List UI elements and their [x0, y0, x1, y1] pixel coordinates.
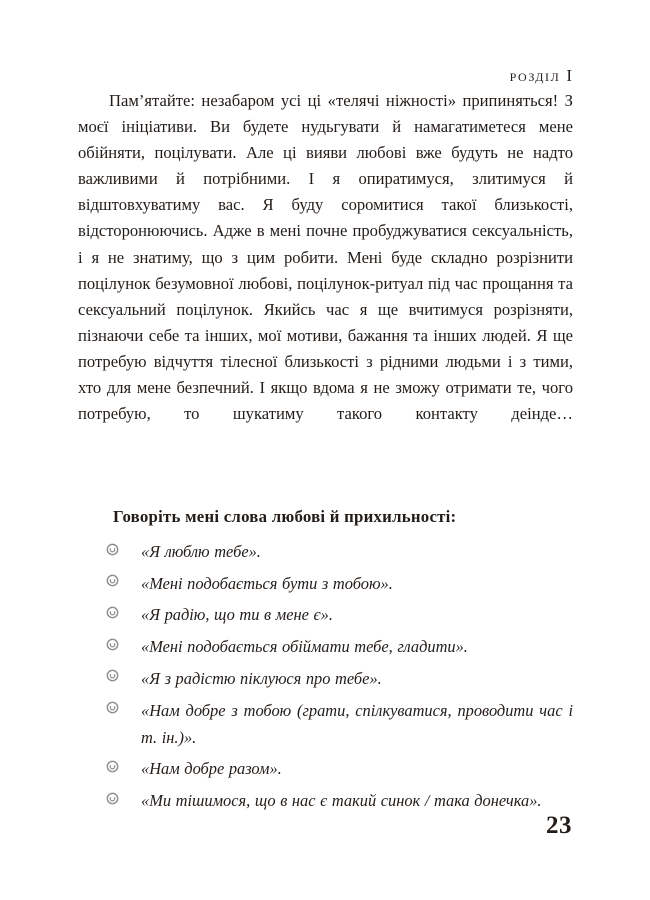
circled-smiley-bullet-icon [106, 669, 119, 682]
list-item [78, 755, 573, 782]
circled-smiley-bullet-icon [106, 792, 119, 805]
list-section [78, 505, 573, 819]
list-item-text: «Мені подобається обіймати тебе, гладити». [141, 637, 468, 657]
body-text-block [78, 88, 573, 427]
list-item-text: «Я з радістю піклуюся про тебе». [141, 668, 382, 688]
list-item-text: «Я люблю тебе». [141, 542, 261, 561]
list-item [78, 787, 573, 814]
running-header-chapter-number: I [566, 66, 572, 85]
body-paragraph: Пам’ятайте: незабаром усі ці «телячі ніжності» припиняться! З моєї ініціативи. Ви будете нудьгувати й намагатиметеся мене обійняти, поцілувати. Але ці вияви любові вже будуть не надто важливими й потрібними. І я опиратимуся, злитимуся й відштовхуватиму вас. Я буду соромитися такої близькості, відсторонюючись. Адже в мені почне пробуджуватися сексуальність, і я не знатиму, що з цим робити. Мені буде складно розрізнити поцілунок безумовної любові, поцілунок-ритуал під час прощання та сексуальний поцілунок. Якийсь час я ще вчитимуся розрізняти, пізнаючи себе та інших, мої мотиви, бажання та інших людей. Я ще потребую відчуття тілесної близькості з рідними людьми і з тими, хто для мене безпечний. І якщо вдома я не зможу отримати те, чого потребую, то шукатиму такого контакту деінде… [78, 91, 573, 424]
list-item-text: «Ми тішимося, що в нас є такий синок / така донечка». [141, 791, 542, 811]
list-item-text: «Мені подобається бути з тобою». [141, 573, 393, 593]
love-phrases-list [78, 538, 573, 814]
circled-smiley-bullet-icon [106, 701, 119, 714]
list-item [78, 697, 573, 751]
list-item [78, 601, 573, 628]
list-item-text: «Нам добре з тобою (грати, спілкуватися, проводити час і т. ін.)». [141, 700, 573, 747]
list-section-heading: Говоріть мені слова любові й прихильності: [113, 507, 457, 526]
list-item [78, 665, 573, 692]
list-item-text: «Нам добре разом». [141, 759, 282, 779]
circled-smiley-bullet-icon [106, 574, 119, 587]
running-header-chapter-label: розділ [509, 66, 561, 85]
list-item [78, 538, 573, 565]
circled-smiley-bullet-icon [106, 760, 119, 773]
circled-smiley-bullet-icon [106, 543, 119, 556]
circled-smiley-bullet-icon [106, 638, 119, 651]
circled-smiley-bullet-icon [106, 606, 119, 619]
list-item [78, 633, 573, 660]
page-number: 23 [546, 812, 572, 839]
list-item [78, 570, 573, 597]
list-item-text: «Я радію, що ти в мене є». [141, 605, 333, 625]
